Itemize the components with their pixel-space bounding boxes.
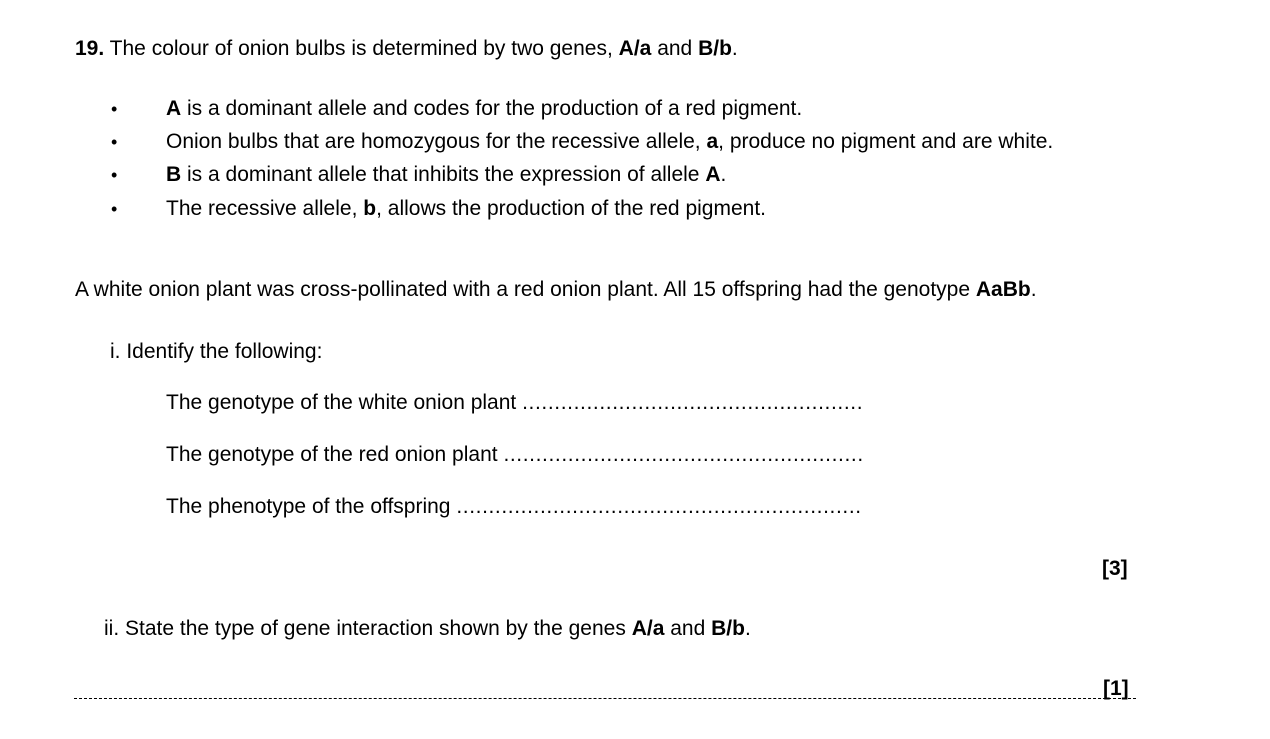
bullet-text: , produce no pigment and are white. <box>718 130 1054 153</box>
answer-dots[interactable]: ........................................................ <box>503 443 864 466</box>
scenario-paragraph <box>75 279 1037 300</box>
answer-label: The genotype of the red onion plant <box>166 443 498 466</box>
allele-symbol: B <box>166 163 182 186</box>
allele-symbol: a <box>706 130 719 153</box>
marks-part-i: [3] <box>1102 557 1128 580</box>
question-stem <box>75 38 738 59</box>
bullet-text: Onion bulbs that are homozygous for the recessive allele, <box>166 130 707 153</box>
gene-label-a: A/a <box>618 37 652 60</box>
part-i-prompt: i. Identify the following: <box>110 340 323 363</box>
allele-symbol: b <box>363 197 377 220</box>
offspring-genotype: AaBb <box>975 278 1031 301</box>
scenario-text: A white onion plant was cross-pollinated with a red onion plant. All 15 offspring had the genotype <box>75 278 976 301</box>
bullet-text: is a dominant allele that inhibits the expression of allele <box>181 163 706 186</box>
bullet-marker: • <box>111 99 118 119</box>
part-ii-prompt <box>104 618 751 639</box>
part-ii-text: ii. State the type of gene interaction shown by the genes <box>104 617 632 640</box>
part-ii-end: . <box>744 617 751 640</box>
answer-label: The genotype of the white onion plant <box>166 391 517 414</box>
bullet-text: The recessive allele, <box>166 197 364 220</box>
bullet-text: is a dominant allele and codes for the production of a red pigment. <box>181 97 803 120</box>
question-stem-text: The colour of onion bulbs is determined by two genes, <box>109 37 613 60</box>
allele-symbol: A <box>166 97 182 120</box>
question-number: 19. <box>75 37 105 60</box>
bullet-marker: • <box>111 132 118 152</box>
gene-label-a: A/a <box>631 617 665 640</box>
answer-label: The phenotype of the offspring <box>166 495 451 518</box>
answer-row-offspring-phenotype <box>166 496 862 517</box>
scenario-end: . <box>1030 278 1037 301</box>
bullet-item <box>166 98 802 119</box>
bullet-item <box>166 164 726 185</box>
answer-dots[interactable]: ............................................................... <box>456 495 862 518</box>
marks-part-ii: [1] <box>1103 677 1129 700</box>
answer-row-red-genotype <box>166 444 864 465</box>
bullet-text: , allows the production of the red pigment. <box>376 197 766 220</box>
answer-line[interactable] <box>74 698 1136 699</box>
bullet-marker: • <box>111 165 118 185</box>
bullet-item <box>166 131 1053 152</box>
bullet-text: . <box>720 163 727 186</box>
gene-label-b: B/b <box>698 37 732 60</box>
answer-row-white-genotype <box>166 392 863 413</box>
and-word: and <box>670 617 706 640</box>
gene-label-b: B/b <box>711 617 745 640</box>
bullet-item <box>166 198 766 219</box>
bullet-marker: • <box>111 199 118 219</box>
answer-dots[interactable]: ..................................................... <box>522 391 864 414</box>
stem-end: . <box>731 37 738 60</box>
and-word: and <box>657 37 693 60</box>
allele-symbol: A <box>705 163 721 186</box>
